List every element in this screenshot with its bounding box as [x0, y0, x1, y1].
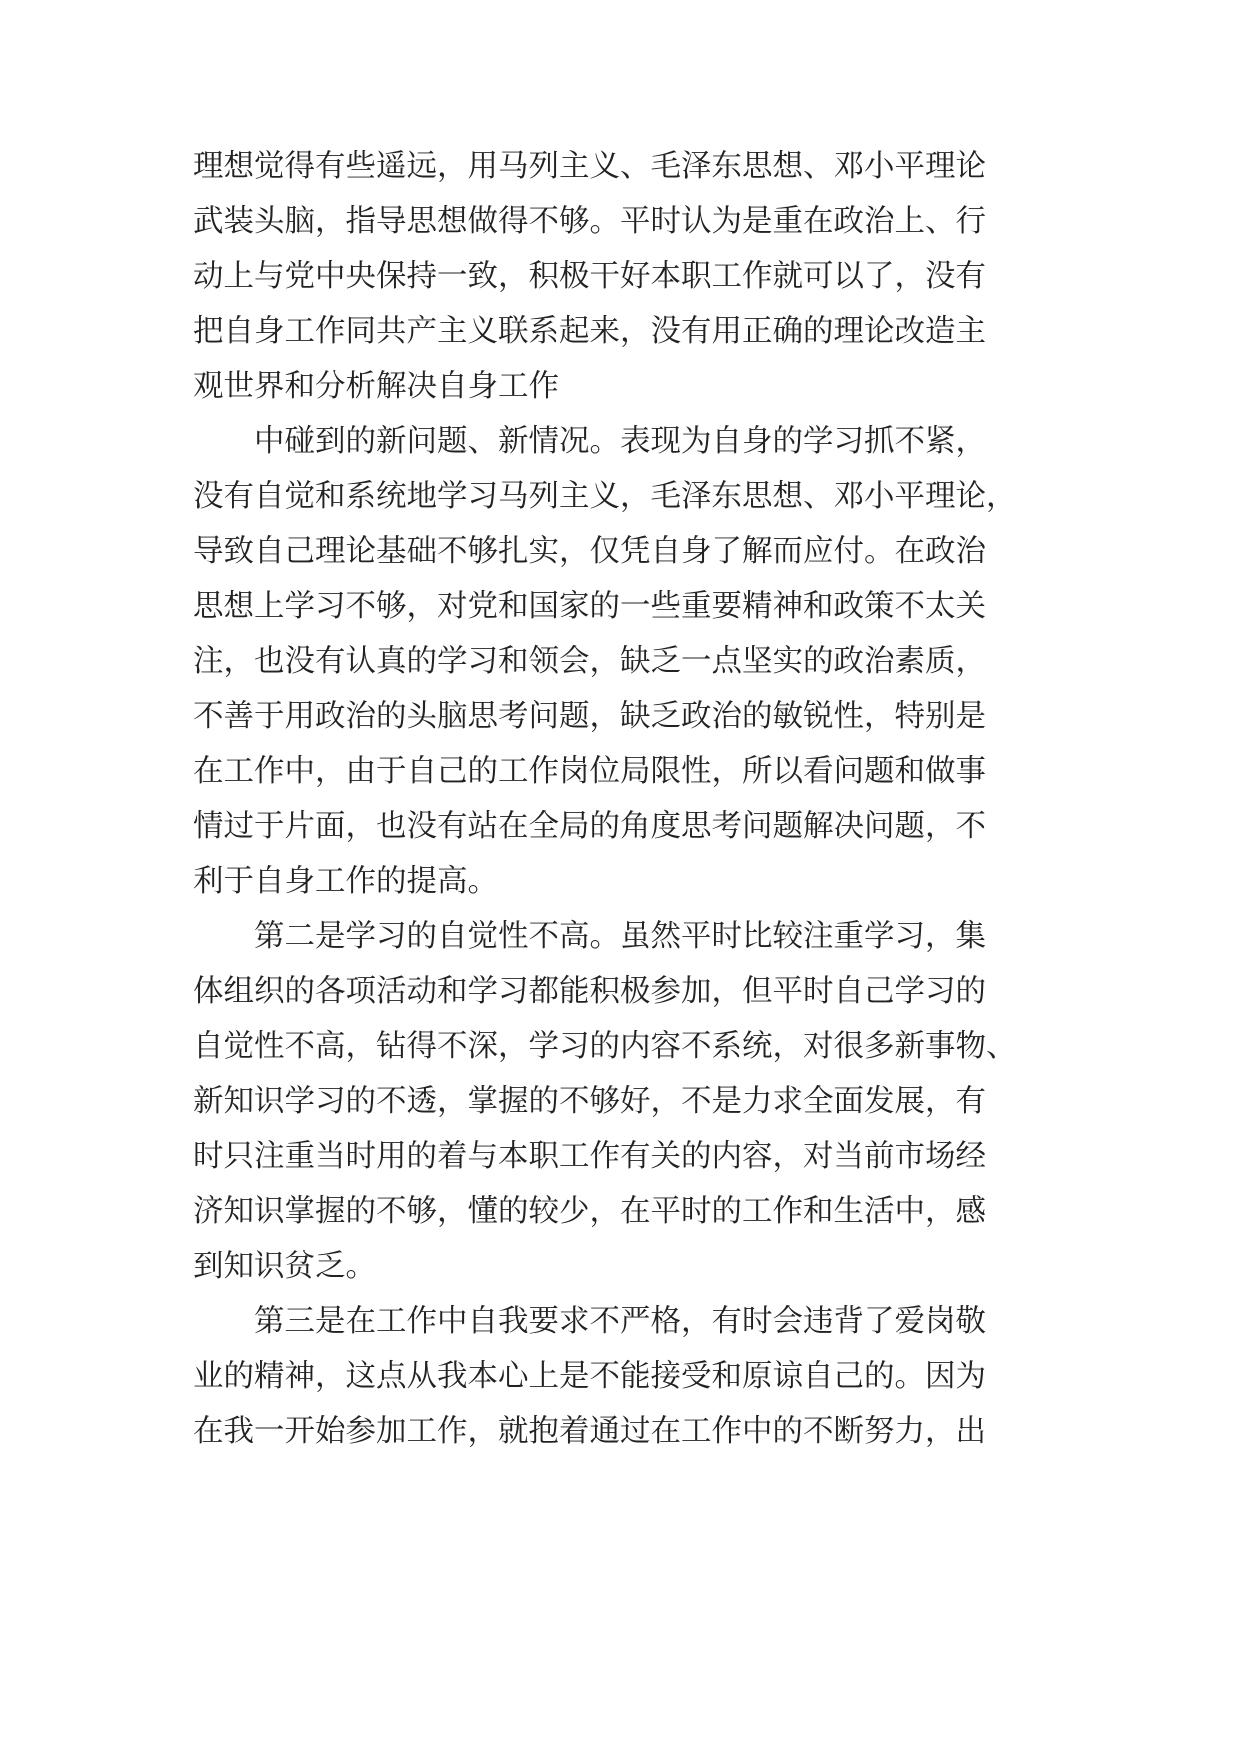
text-line: 情过于片面，也没有站在全局的角度思考问题解决问题，不 [193, 809, 986, 844]
text-line: 导致自己理论基础不够扎实，仅凭自身了解而应付。在政治 [193, 534, 986, 569]
text-line: 利于自身工作的提高。 [193, 864, 498, 899]
text-line: 时只注重当时用的着与本职工作有关的内容，对当前市场经 [193, 1139, 986, 1174]
text-line: 新知识学习的不透，掌握的不够好，不是力求全面发展，有 [193, 1084, 986, 1119]
text-line: 武装头脑，指导思想做得不够。平时认为是重在政治上、行 [193, 204, 986, 239]
text-line: 在我一开始参加工作，就抱着通过在工作中的不断努力，出 [193, 1414, 986, 1449]
text-line: 把自身工作同共产主义联系起来，没有用正确的理论改造主 [193, 314, 986, 349]
text-line: 业的精神，这点从我本心上是不能接受和原谅自己的。因为 [193, 1359, 986, 1394]
text-line: 第三是在工作中自我要求不严格，有时会违背了爱岗敬 [254, 1304, 986, 1339]
text-line: 自觉性不高，钻得不深，学习的内容不系统，对很多新事物、 [193, 1029, 1017, 1064]
text-line: 注，也没有认真的学习和领会，缺乏一点坚实的政治素质， [193, 644, 986, 679]
text-line: 观世界和分析解决自身工作 [193, 369, 559, 404]
text-line: 济知识掌握的不够，懂的较少，在平时的工作和生活中，感 [193, 1194, 986, 1229]
text-line: 理想觉得有些遥远，用马列主义、毛泽东思想、邓小平理论 [193, 149, 986, 184]
text-line: 在工作中，由于自己的工作岗位局限性，所以看问题和做事 [193, 754, 986, 789]
text-line: 动上与党中央保持一致，积极干好本职工作就可以了，没有 [193, 259, 986, 294]
text-line: 体组织的各项活动和学习都能积极参加，但平时自己学习的 [193, 974, 986, 1009]
text-line: 第二是学习的自觉性不高。虽然平时比较注重学习，集 [254, 919, 986, 954]
text-line: 到知识贫乏。 [193, 1249, 376, 1284]
text-line: 不善于用政治的头脑思考问题，缺乏政治的敏锐性，特别是 [193, 699, 986, 734]
text-line: 中碰到的新问题、新情况。表现为自身的学习抓不紧， [254, 424, 986, 459]
text-line: 没有自觉和系统地学习马列主义，毛泽东思想、邓小平理论， [193, 479, 1017, 514]
text-line: 思想上学习不够，对党和国家的一些重要精神和政策不太关 [193, 589, 986, 624]
